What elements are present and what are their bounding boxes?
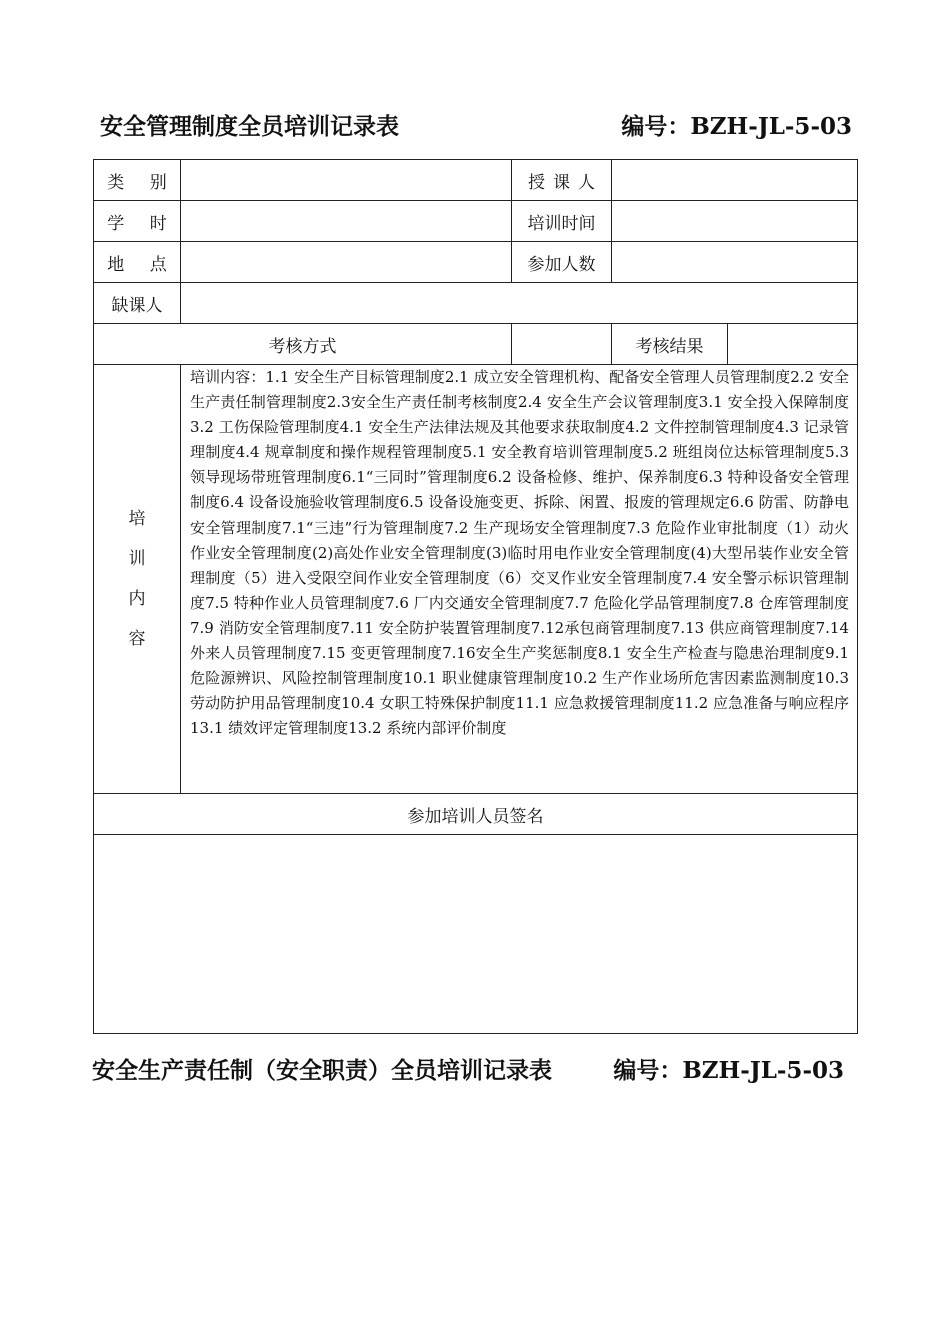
training-content-text: 培训内容：1.1 安全生产目标管理制度2.1 成立安全管理机构、配备安全管理人员管理制度2.2 安全生产责任制管理制度2.3安全生产责任制考核制度2.4 安全生产会议管理制度3.1 安全投入保障制度3.2 工伤保险管理制度4.1 安全生产法律法规及其他要求获取制度4.2 文件控制管理制度4.3 记录管理制度4.4 规章制度和操作规程管理制度5.1 安全教育培训管理制度5.2 班组岗位达标管理制度5.3 领导现场带班管理制度6.1“三同时”管理制度6.2 设备检修、维护、保养制度6.3 特种设备安全管理制度6.4 设备设施验收管理制度6.5 设备设施变更、拆除、闲置、报废的管理规定6.6 防雷、防静电安全管理制度7.1“三违”行为管理制度7.2 生产现场安全管理制度7.3 危险作业审批制度（1）动火作业安全管理制度(2)高处作业安全管理制度(3)临时用电作业安全管理制度(4)大型吊装作业安全管理制度（5）进入受限空间作业安全管理制度（6）交叉作业安全管理制度7.4 安全警示标识管理制度7.5 特种作业人员管理制度7.6 厂内交通安全管理制度7.7 危险化学品管理制度7.8 仓库管理制度7.9 消防安全管理制度7.11 安全防护装置管理制度7.12承包商管理制度7.13 供应商管理制度7.14 外来人员管理制度7.15 变更管理制度7.16安全生产奖惩制度8.1 安全生产检查与隐患治理制度9.1 危险源辨识、风险控制管理制度10.1 职业健康管理制度10.2 生产作业场所危害因素监测制度10.3 劳动防护用品管理制度10.4 女职工特殊保护制度11.1 应急救援管理制度11.2 应急准备与响应程序13.1 绩效评定管理制度13.2 系统内部评价制度 [181, 365, 858, 794]
lecturer-label: 授课人 [512, 160, 612, 201]
next-document-title: 安全生产责任制（安全职责）全员培训记录表 [92, 1056, 552, 1084]
assessment-result-label: 考核结果 [612, 324, 728, 365]
lecturer-field[interactable] [612, 160, 858, 201]
absentees-label: 缺课人 [94, 283, 181, 324]
content-label-char-3: 内 [128, 589, 146, 609]
location-label: 地 点 [94, 242, 181, 283]
content-label-char-2: 训 [128, 549, 146, 569]
assessment-method-label: 考核方式 [94, 324, 512, 365]
participants-label: 参加人数 [512, 242, 612, 283]
document-code: 编号：BZH-JL-5-03 [621, 112, 852, 140]
location-field[interactable] [181, 242, 512, 283]
training-time-label: 培训时间 [512, 201, 612, 242]
document-header [100, 106, 852, 142]
participants-field[interactable] [612, 242, 858, 283]
signature-label: 参加培训人员签名 [94, 794, 858, 835]
assessment-method-field[interactable] [512, 324, 612, 365]
training-time-field[interactable] [612, 201, 858, 242]
category-label: 类 别 [94, 160, 181, 201]
assessment-result-field[interactable] [728, 324, 858, 365]
hours-label: 学 时 [94, 201, 181, 242]
training-record-form [93, 159, 858, 1034]
document-title: 安全管理制度全员培训记录表 [100, 112, 399, 140]
signature-area[interactable] [94, 835, 858, 1034]
next-document-header [92, 1050, 844, 1086]
next-document-code: 编号：BZH-JL-5-03 [613, 1056, 844, 1084]
content-label-char-4: 容 [128, 629, 146, 649]
hours-field[interactable] [181, 201, 512, 242]
category-field[interactable] [181, 160, 512, 201]
content-label-char-1: 培 [128, 509, 146, 529]
absentees-field[interactable] [181, 283, 858, 324]
training-content-label [94, 365, 181, 794]
